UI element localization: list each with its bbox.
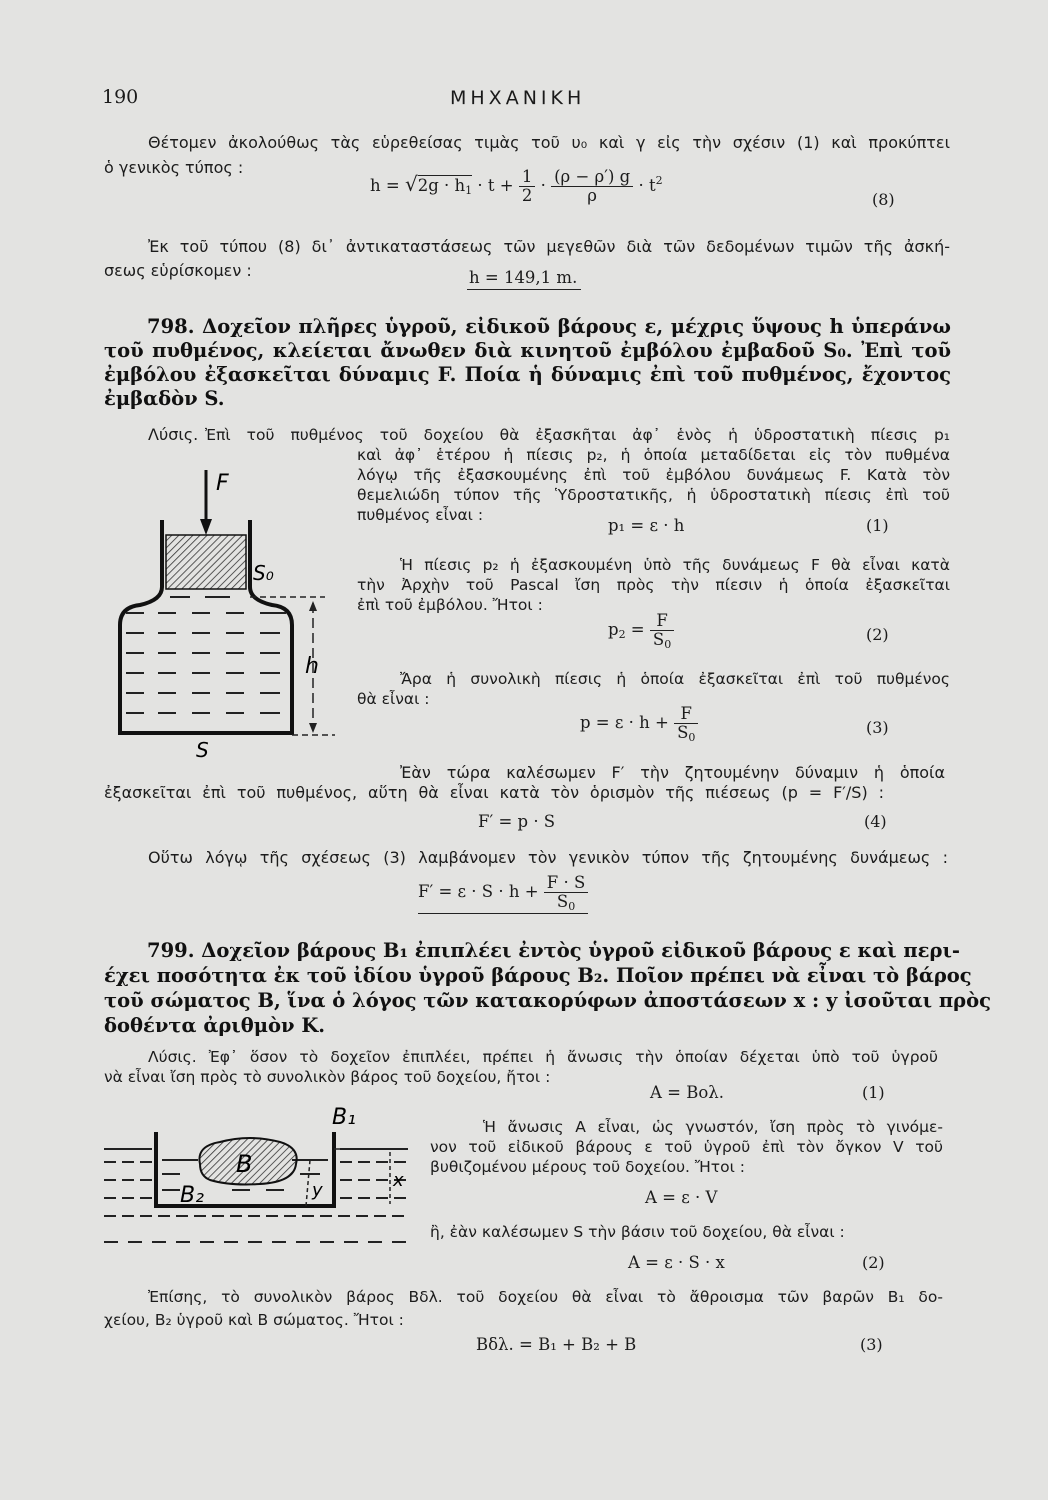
equation-799-3-number: (3) (860, 1335, 883, 1354)
force-arrow-head (200, 519, 212, 535)
p2-line-3: ἐπὶ τοῦ ἐμβόλου. Ἤτοι : (357, 596, 543, 614)
figure-label-liquid: B₂ (180, 1183, 204, 1208)
intro-line-4: σεως εὑρίσκομεν : (104, 261, 252, 280)
total-line-2: θὰ εἶναι : (357, 690, 430, 708)
problem-798-line-2: τοῦ πυθμένος, κλείεται ἄνωθεν διὰ κινητοῦ ἐμβόλου ἐμβαδοῦ S₀. Ἐπὶ τοῦ (104, 339, 951, 362)
total-line-1: Ἄρα ἡ συνολικὴ πίεσις ἡ ὁποία ἐξασκεῖται ἐπὶ τοῦ πυθμένος (400, 670, 950, 688)
equation-798-1: p₁ = ε · h (608, 516, 685, 535)
problem-799-line-4: δοθέντα ἀριθμὸν K. (104, 1014, 326, 1037)
upthrust-line-1: Ἡ ἄνωσις A εἶναι, ὡς γνωστόν, ἴση πρὸς τὸ γινόμε- (483, 1118, 943, 1136)
figure-label-body: B (236, 1150, 253, 1178)
result-value: h = 149,1 m. (467, 268, 581, 290)
figure-label-y: y (312, 1180, 323, 1201)
problem-798-line-4: ἐμβαδὸν S. (104, 387, 225, 410)
solution-798-line-1: Ἐπὶ τοῦ πυθμένος τοῦ δοχείου θὰ ἐξασκῆται ἀφ᾿ ἑνὸς ἡ ὑδροστατικὴ πίεσις p₁ (205, 426, 950, 444)
problem-798-line-1: 798. Δοχεῖον πλῆρες ὑγροῦ, εἰδικοῦ βάρους ε, μέχρις ὕψους h ὑπεράνω (147, 315, 951, 338)
general-line: Οὕτω λόγῳ τῆς σχέσεως (3) λαμβάνομεν τὸν γενικὸν τύπον τῆς ζητουμένης δυνάμεως : (148, 848, 948, 867)
solution-798-line-5: πυθμένος εἶναι : (357, 506, 484, 524)
solution-798-line-3: λόγῳ τῆς ἐξασκουμένης ἐπὶ τοῦ ἐμβόλου δυνάμεως F. Κατὰ τὸν (357, 466, 950, 484)
equation-798-2: $p_2$ = $\frac{F}{S_0}$ (608, 612, 674, 649)
equation-8-number: (8) (872, 190, 895, 209)
equation-798-3-number: (3) (866, 718, 889, 737)
page-number: 190 (102, 86, 139, 108)
figure-label-piston-area: S₀ (253, 561, 274, 585)
equation-799-2: A = ε · S · x (628, 1253, 725, 1272)
equation-8: $h = √2g \cdot h_1 \cdot t$ + $\frac{1}{2}$ · $\frac{(\rho - \rho') g}{\rho}$ · $t^2$ (370, 167, 663, 205)
intro-line-1: Θέτομεν ἀκολούθως τὰς εὑρεθείσας τιμὰς τοῦ υ₀ καὶ γ εἰς τὴν σχέσιν (1) καὶ προκύπτει (148, 133, 950, 152)
piston (166, 535, 246, 589)
solution-799-line-1: Λύσις. Ἐφ᾿ ὅσον τὸ δοχεῖον ἐπιπλέει, πρέπει ἡ ἄνωσις τὴν ὁποίαν δέχεται ὑπὸ τοῦ ὑγροῦ (148, 1048, 938, 1066)
problem-799-line-3: τοῦ σώματος B, ἵνα ὁ λόγος τῶν κατακορύφων ἀποστάσεων x : y ἰσοῦται πρὸς (104, 989, 991, 1012)
equation-799-1-number: (1) (862, 1083, 885, 1102)
upthrust-line-2: νον τοῦ εἰδικοῦ βάρους ε τοῦ ὑγροῦ ἐπὶ τὸν ὄγκον V τοῦ (430, 1138, 943, 1156)
figure-label-x: x (393, 1170, 404, 1191)
figure-label-base: S (196, 738, 209, 762)
problem-799-line-1: 799. Δοχεῖον βάρους B₁ ἐπιπλέει ἐντὸς ὑγροῦ εἰδικοῦ βάρους ε καὶ περι- (147, 939, 961, 962)
equation-798-1-number: (1) (866, 516, 889, 535)
solution-798-line-2: καὶ ἀφ᾿ ἑτέρου ἡ πίεσις p₂, ἡ ὁποία μεταδίδεται εἰς τὸν πυθμένα (357, 446, 950, 464)
equation-799-AV: A = ε · V (645, 1188, 718, 1207)
solution-799-line-2: νὰ εἶναι ἴση πρὸς τὸ συνολικὸν βάρος τοῦ δοχείου, ἤτοι : (104, 1068, 551, 1086)
dimension-y (306, 1160, 310, 1206)
intro-line-3: Ἐκ τοῦ τύπου (8) δι᾿ ἀντικαταστάσεως τῶν μεγεθῶν διὰ τῶν δεδομένων τιμῶν τῆς ἀσκή- (148, 237, 950, 256)
equation-799-2-number: (2) (862, 1253, 885, 1272)
also-line-2: χείου, B₂ ὑγροῦ καὶ B σώματος. Ἤτοι : (104, 1311, 404, 1329)
liquid-dashes (126, 597, 286, 713)
running-title: ΜΗΧΑΝΙΚΗ (450, 87, 586, 109)
solution-798-line-4: θεμελιώδη τύπον τῆς Ὑδροστατικῆς, ἡ ὑδροστατικὴ πίεσις ἐπὶ τοῦ (357, 486, 950, 504)
intro-line-2: ὁ γενικὸς τύπος : (104, 158, 244, 177)
figure-piston-vessel (110, 455, 350, 765)
equation-798-final: F′ = ε · S · h + $\frac{F \cdot S}{S_0}$ (418, 874, 588, 914)
figure-label-height: h (305, 654, 319, 679)
p2-line-1: Ἡ πίεσις p₂ ἡ ἐξασκουμένη ὑπὸ τῆς δυνάμεως F θὰ εἶναι κατὰ (400, 556, 950, 574)
base-line: ἢ, ἐὰν καλέσωμεν S τὴν βάσιν τοῦ δοχείου, θὰ εἶναι : (430, 1223, 845, 1241)
height-arrow-top (309, 601, 317, 611)
force-line-2: ἐξασκεῖται ἐπὶ τοῦ πυθμένος, αὕτη θὰ εἶναι κατὰ τὸν ὁρισμὸν τῆς πιέσεως (p = F′/S) : (104, 783, 884, 802)
upthrust-line-3: βυθιζομένου μέρους τοῦ δοχείου. Ἤτοι : (430, 1158, 746, 1176)
height-arrow-bottom (309, 723, 317, 733)
equation-798-2-number: (2) (866, 625, 889, 644)
equation-798-3: p = ε · h + $\frac{F}{S_0}$ (580, 705, 698, 742)
equation-798-4-number: (4) (864, 812, 887, 831)
figure-label-force: F (216, 471, 229, 496)
equation-799-3: Bδλ. = B₁ + B₂ + B (476, 1335, 637, 1354)
problem-798-line-3: ἐμβόλου ἐξασκεῖται δύναμις F. Ποία ἡ δύναμις ἐπὶ τοῦ πυθμένος, ἔχοντος (104, 363, 951, 386)
equation-798-4: F′ = p · S (478, 812, 556, 831)
force-line-1: Ἐὰν τώρα καλέσωμεν F′ τὴν ζητουμένην δύναμιν ἡ ὁποία (400, 763, 945, 782)
problem-799-line-2: έχει ποσότητα ἐκ τοῦ ἰδίου ὑγροῦ βάρους B₂. Ποῖον πρέπει νὰ εἶναι τὸ βάρος (104, 964, 972, 987)
also-line-1: Ἐπίσης, τὸ συνολικὸν βάρος Bδλ. τοῦ δοχείου θὰ εἶναι τὸ ἄθροισμα τῶν βαρῶν B₁ δο- (148, 1288, 943, 1306)
equation-799-1: A = Bολ. (650, 1083, 724, 1102)
solution-label-798: Λύσις. (148, 425, 199, 444)
p2-line-2: τὴν Ἀρχὴν τοῦ Pascal ἴση πρὸς τὴν πίεσιν ἡ ὁποία ἐξασκεῖται (357, 576, 950, 594)
figure-label-vessel: B₁ (332, 1105, 356, 1130)
figure-floating-vessel (100, 1102, 420, 1272)
